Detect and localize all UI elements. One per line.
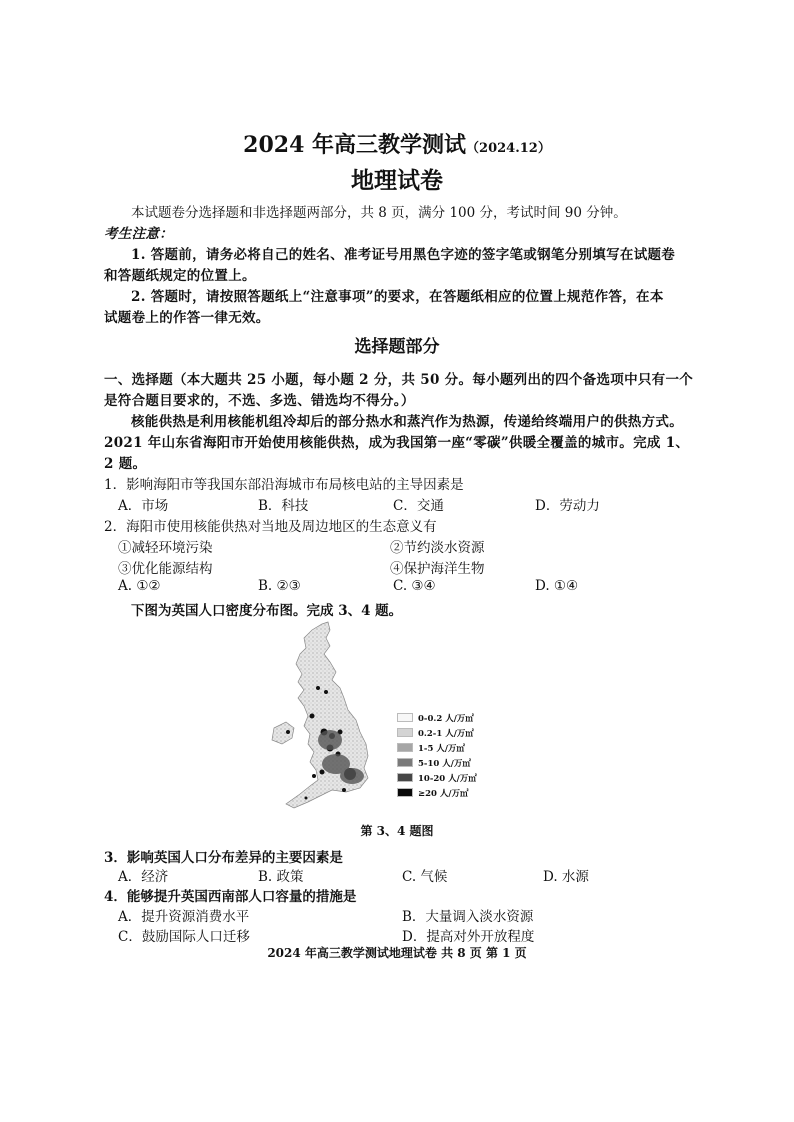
q2-option-b: B. ②③ xyxy=(258,578,301,594)
passage1-line3: 2 题。 xyxy=(104,456,147,472)
note-1b: 和答题纸规定的位置上。 xyxy=(104,268,256,284)
q1-option-c: C．交通 xyxy=(393,498,444,514)
q4-option-d: D．提高对外开放程度 xyxy=(402,929,535,945)
q2-statement-4: ④保护海洋生物 xyxy=(390,561,485,577)
legend-swatch-3 xyxy=(397,758,413,767)
legend-row-0 xyxy=(397,712,474,723)
section-title: 选择题部分 xyxy=(354,337,440,357)
passage1-line1: 核能供热是利用核能机组冷却后的部分热水和蒸汽作为热源，传递给终端用户的供热方式。 xyxy=(131,414,683,430)
legend-swatch-2 xyxy=(397,743,413,752)
q2-stem: 2．海阳市使用核能供热对当地及周边地区的生态意义有 xyxy=(104,519,437,535)
legend-label-5: ≥20 人/万㎡ xyxy=(418,788,469,799)
page-footer: 2024 年高三教学测试地理试卷 共 8 页 第 1 页 xyxy=(267,946,527,960)
legend-label-1: 0.2-1 人/万㎡ xyxy=(418,728,474,739)
legend-swatch-0 xyxy=(397,713,413,722)
intro-line: 本试题卷分选择题和非选择题两部分，共 8 页，满分 100 分，考试时间 90 分钟。 xyxy=(131,205,627,221)
exam-subject: 地理试卷 xyxy=(351,167,443,194)
uk-population-map xyxy=(260,620,380,815)
q1-stem: 1．影响海阳市等我国东部沿海城市布局核电站的主导因素是 xyxy=(104,477,464,493)
exam-title xyxy=(0,128,794,159)
note-2b: 试题卷上的作答一律无效。 xyxy=(104,310,270,326)
q3-option-a: A．经济 xyxy=(118,869,169,885)
q1-option-d: D．劳动力 xyxy=(535,498,600,514)
legend-row-2 xyxy=(397,742,465,753)
q2-statement-3: ③优化能源结构 xyxy=(118,561,213,577)
passage1-line2: 2021 年山东省海阳市开始使用核能供热，成为我国第一座“零碳”供暖全覆盖的城市。完成 1、 xyxy=(104,435,690,451)
legend-label-2: 1-5 人/万㎡ xyxy=(418,743,465,754)
q2-statement-2: ②节约淡水资源 xyxy=(390,540,485,556)
legend-label-0: 0-0.2 人/万㎡ xyxy=(418,713,474,724)
exam-title-text: 2024 年高三教学测试 xyxy=(243,132,467,158)
q4-option-b: B．大量调入淡水资源 xyxy=(402,909,534,925)
passage2-line1: 下图为英国人口密度分布图。完成 3、4 题。 xyxy=(131,603,403,619)
legend-swatch-4 xyxy=(397,773,413,782)
legend-row-5 xyxy=(397,787,469,798)
q4-stem: 4．能够提升英国西南部人口容量的措施是 xyxy=(104,889,357,905)
q2-option-a: A. ①② xyxy=(118,578,161,594)
legend-row-4 xyxy=(397,772,477,783)
northern-ireland-shape xyxy=(272,722,294,744)
q1-option-a: A．市场 xyxy=(118,498,169,514)
legend-row-3 xyxy=(397,757,471,768)
note-2a: 2. 答题时，请按照答题纸上“注意事项”的要求，在答题纸相应的位置上规范作答，在本 xyxy=(131,289,664,305)
legend-row-1 xyxy=(397,727,474,738)
q3-option-b: B. 政策 xyxy=(258,869,304,885)
legend-label-3: 5-10 人/万㎡ xyxy=(418,758,471,769)
note-1a: 1. 答题前，请务必将自己的姓名、准考证号用黑色字迹的签字笔或钢笔分别填写在试题卷 xyxy=(131,247,676,263)
q2-option-c: C. ③④ xyxy=(393,578,436,594)
q2-statement-1: ①减轻环境污染 xyxy=(118,540,213,556)
notice-label: 考生注意： xyxy=(104,226,173,242)
section-heading-b: 是符合题目要求的，不选、多选、错选均不得分。） xyxy=(104,393,415,409)
q2-option-d: D. ①④ xyxy=(535,578,579,594)
q1-option-b: B．科技 xyxy=(258,498,309,514)
exam-date: （2024.12） xyxy=(466,141,551,156)
q3-option-d: D. 水源 xyxy=(543,869,589,885)
q3-option-c: C. 气候 xyxy=(402,869,448,885)
q4-option-c: C．鼓励国际人口迁移 xyxy=(118,929,250,945)
legend-swatch-1 xyxy=(397,728,413,737)
q3-stem: 3．影响英国人口分布差异的主要因素是 xyxy=(104,850,343,866)
legend-label-4: 10-20 人/万㎡ xyxy=(418,773,477,784)
legend-swatch-5 xyxy=(397,788,413,797)
q4-option-a: A．提升资源消费水平 xyxy=(118,909,250,925)
section-heading-a: 一、选择题（本大题共 25 小题，每小题 2 分，共 50 分。每小题列出的四个备选项中只有一个 xyxy=(104,372,694,388)
figure-caption: 第 3、4 题图 xyxy=(360,824,434,838)
